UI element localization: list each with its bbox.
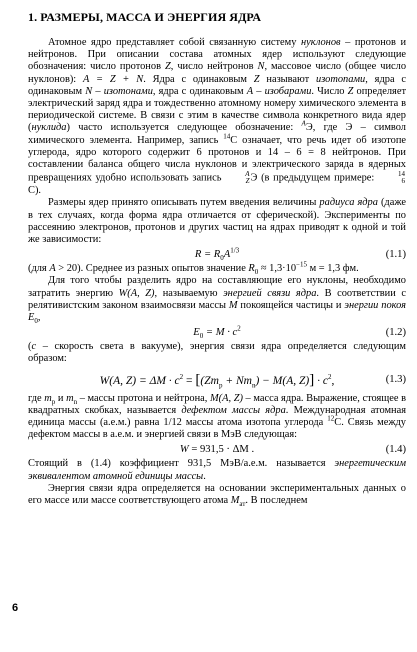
paragraph-nuclear-radius: Размеры ядер принято описывать путем введения величины радиуса ядра (даже в тех случаях, когда форма ядра отличается от сферической). Эксперименты по рассеянию электронов, протонов и других частиц на ядрах приводят к одной и той же зависимости:	[28, 197, 406, 246]
equation-1-1: $R = R_0A^{1/3}$ (1.1)	[194, 246, 406, 263]
paragraph-binding-energy: Для того чтобы разделить ядро на составляющие его нуклоны, необходимо затратить энергию W(A, Z), называемую энергией связи ядра. В соответствии с релятивистским законом взаимосвязи массы M покоящейся частицы и энергии покоя $E_0$,	[28, 275, 406, 326]
equation-number: (1.2)	[385, 327, 406, 339]
paragraph-radius-constant: (для A > 20). Среднее из разных опытов значение $R_0 \approx 1,3\cdot 10^{-15}$ м = 1,3 фм.	[28, 260, 359, 277]
page-number: 6	[12, 602, 19, 614]
page-content	[28, 10, 406, 507]
paragraph-speed-of-light: (c – скорость света в вакууме), энергия связи ядра определяется следующим образом:	[28, 341, 406, 365]
nuclide-notation-example: 14 6	[398, 170, 405, 186]
section-heading: 1. РАЗМЕРЫ, МАССА И ЭНЕРГИЯ ЯДРА	[28, 10, 262, 24]
paragraph-nucleus-composition: Атомное ядро представляет собой связанную систему нуклонов – протонов и нейтронов. При описании состава атомных ядер используют следующие обозначения: число протонов Z, число нейтронов N, массовое число (общее число нуклонов): A = Z + N. Ядра с одинаковым Z называют изотопами, ядра с одинаковым N – изотонами, ядра с одинаковым A – изобарами. Число Z определяет электрический заряд ядра и тождественно атомному номеру химического элемента в периодической системе. В связи с этим в качестве символа конкретного вида ядер (нуклида) часто используется следующее обозначение: $^A$Э, где Э – символ химического элемента. Например, запись $^{14}$C означает, что речь идет об изотопе углерода, ядро которого содержит 6 протонов и 14 – 6 = 8 нейтронов. При составлении баланса общего числа нуклонов и электрического заряда в ядерных превращениях удобно использовать запись A Z Э (в предыдущем примере: 14 6 C).	[28, 37, 407, 197]
paragraph-mass-defect: где $m_p$ и $m_n$ – массы протона и нейтрона, M(A, Z) – масса ядра. Выражение, стоящее в квадратных скобках, называется дефектом массы ядра. Международная атомная единица массы (а.е.м.) равна 1/12 массы атома изотопа углерода $^{12}$C. Связь между дефектом массы в а.е.м. и энергией связи в МэВ следующая:	[28, 392, 406, 441]
equation-number: (1.4)	[385, 444, 406, 456]
paragraph-energy-equivalent: Стоящий в (1.4) коэффициент 931,5 МэВ/а.е.м. называется энергетическим эквивалентом атомной единицы массы.	[28, 458, 406, 482]
equation-1-2: $E_0 = M \cdot c^2$ (1.2)	[193, 324, 406, 341]
equation-number: (1.1)	[385, 249, 406, 261]
equation-1-3: W(A, $Z) = \Delta M \cdot c^2 = [(Zm_p + Nm_n) - M(A$, $Z)] \cdot c^2$, (1.3)	[28, 369, 406, 391]
equation-number: (1.3)	[385, 373, 406, 385]
nuclide-notation: A Z	[245, 170, 250, 186]
equation-1-4: W = 931,5 · ΔM . (1.4)	[179, 444, 406, 456]
paragraph-experimental-data: Энергия связи ядра определяется на основании экспериментальных данных о его массе или массе соответствующего атома $M_{ат}$. В последнем	[28, 482, 406, 509]
